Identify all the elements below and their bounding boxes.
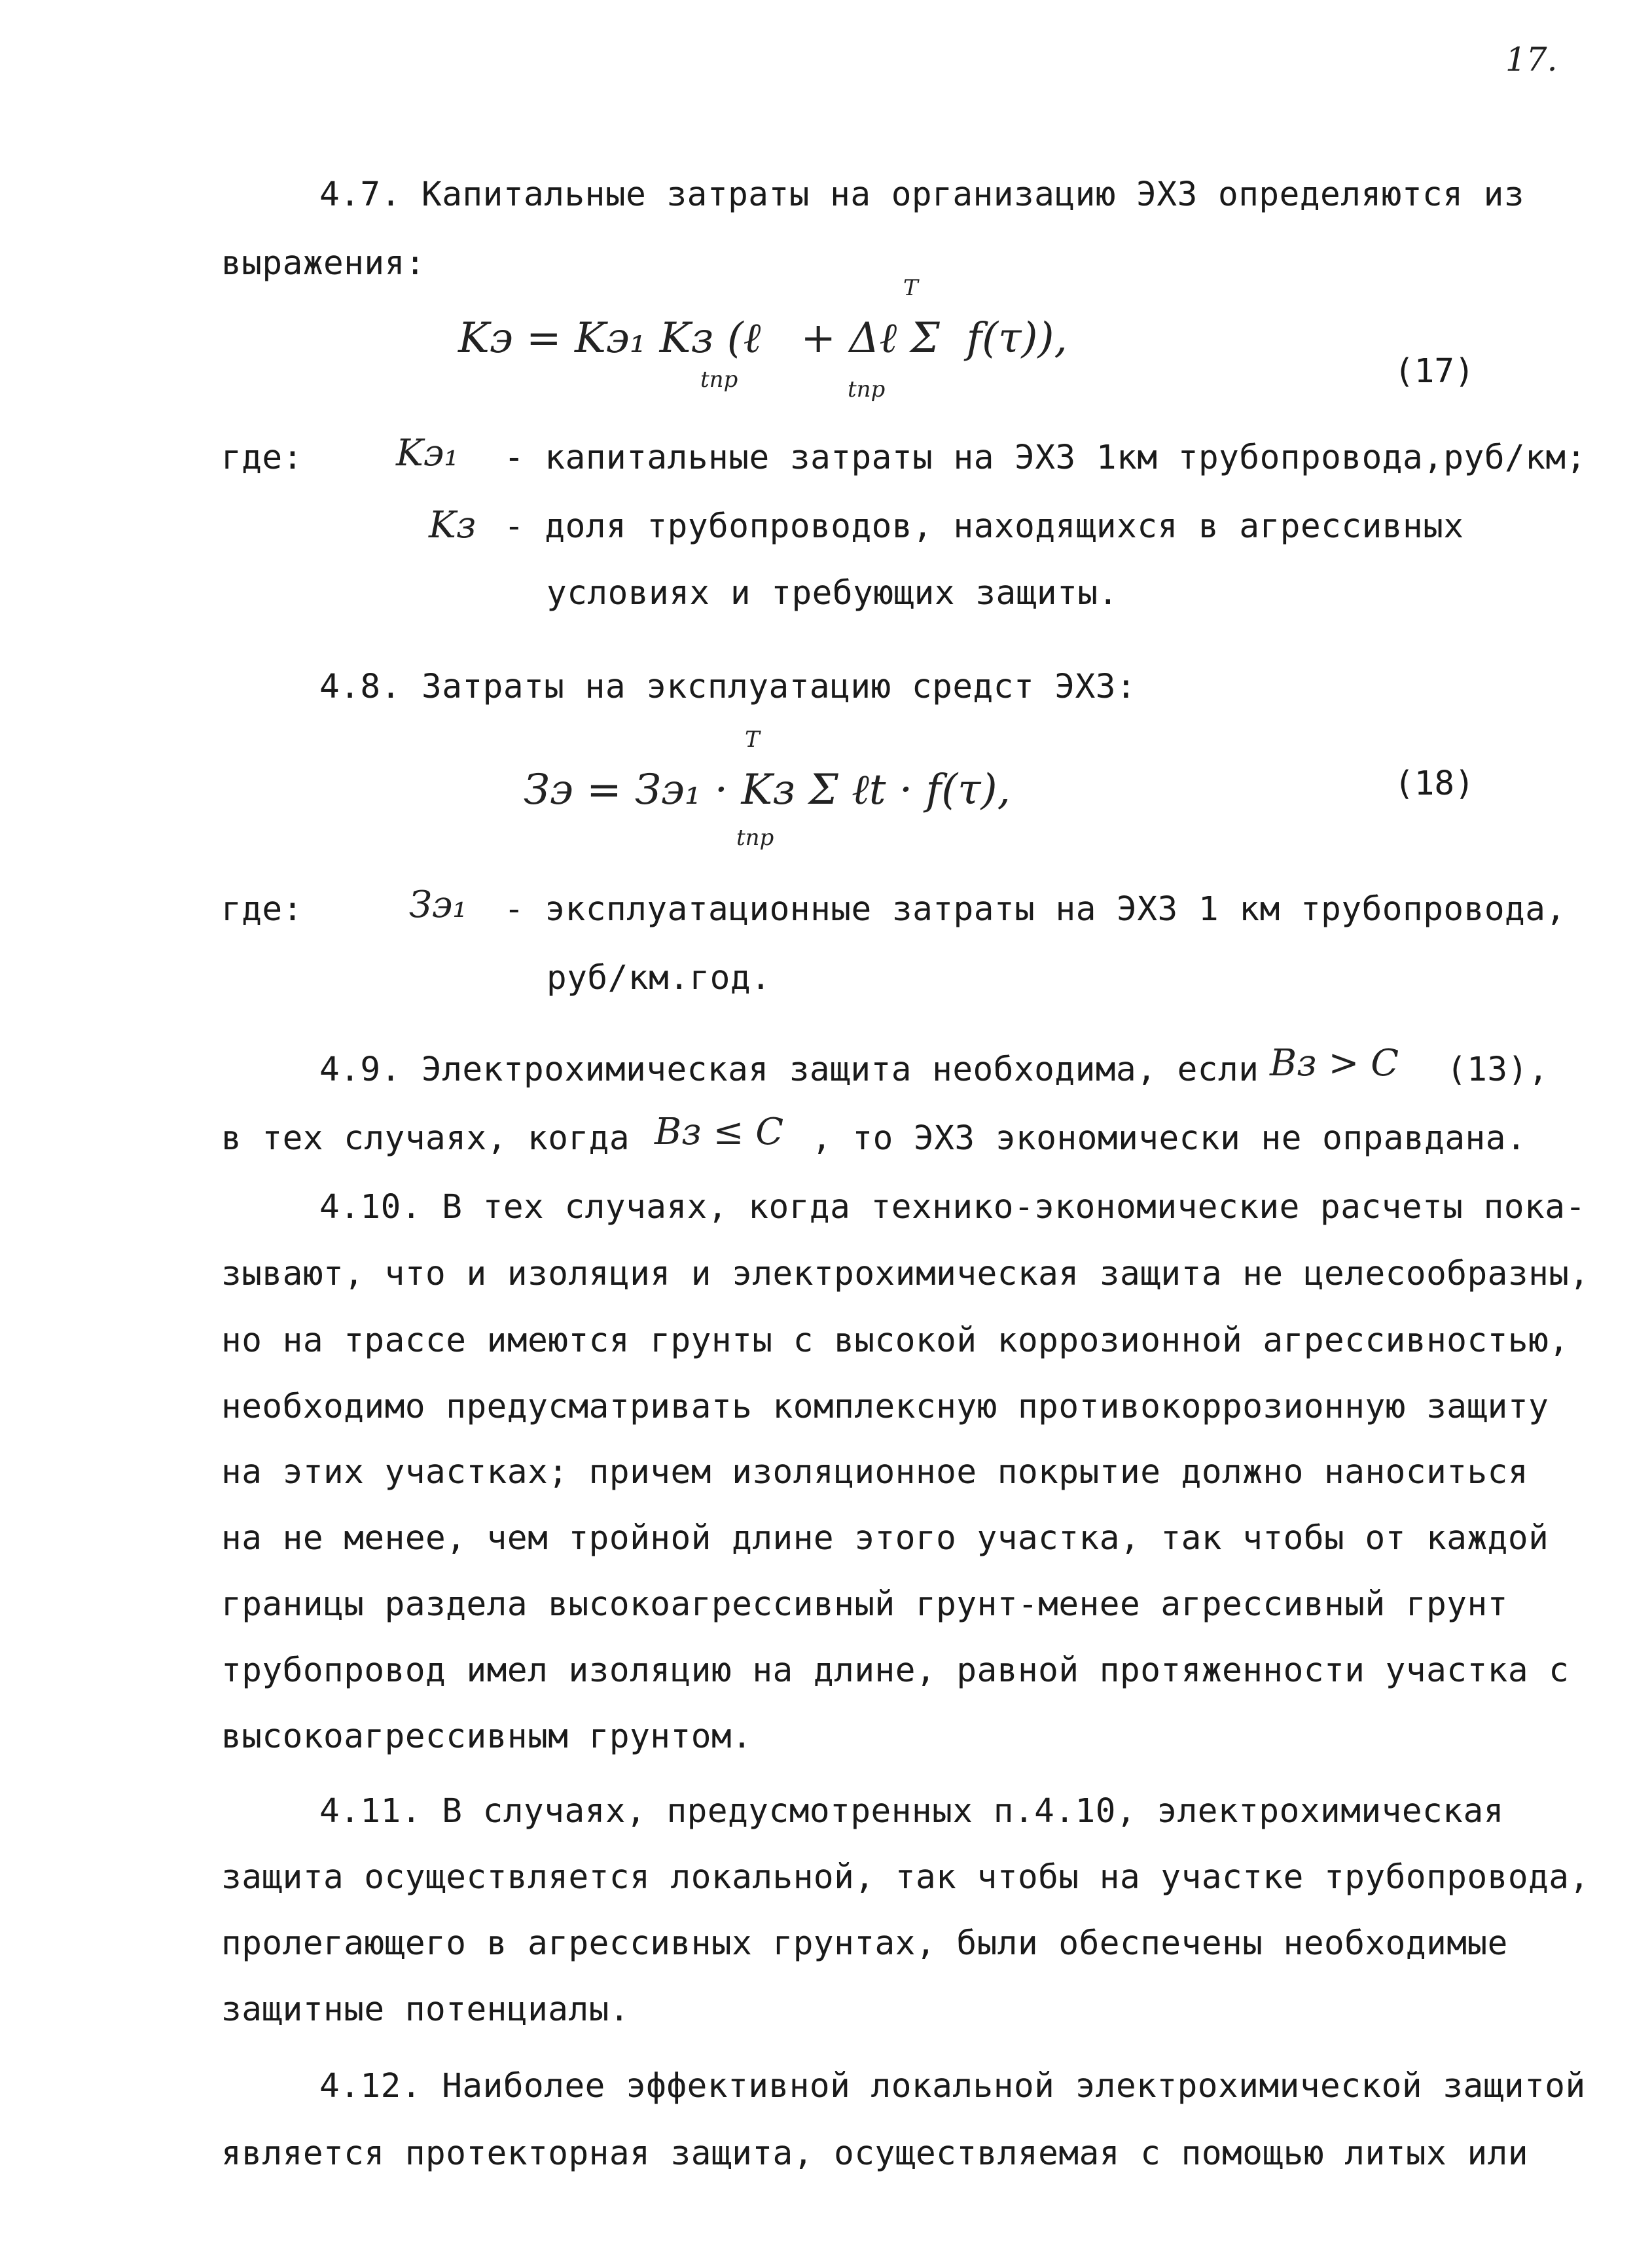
formula-17-sum-upper: T [903, 275, 918, 301]
paragraph-4-10-line-8: трубопровод имел изоляцию на длине, равной протяженности участка с [221, 1651, 1570, 1690]
paragraph-4-10-line-4: необходимо предусматривать комплексную противокоррозионную защиту [221, 1388, 1549, 1426]
definition-kz-line-2: условиях и требующих защиты. [547, 574, 1119, 613]
paragraph-4-10-line-9: высокоагрессивным грунтом. [221, 1717, 753, 1756]
paragraph-4-7-line-1: 4.7. Капитальные затраты на организацию ЭХЗ определяются из [319, 175, 1525, 214]
formula-17: Kэ = Kэ₁ Kз (ℓ + Δℓ Σ f(τ)), [458, 314, 1068, 363]
formula-18: Зэ = Зэ₁ · Kз Σ ℓt · f(τ), [524, 766, 1011, 814]
paragraph-4-9-line-1b: (13), [1446, 1050, 1549, 1089]
where-label-2: где: [221, 890, 303, 929]
paragraph-4-10-line-1: 4.10. В тех случаях, когда технико-экономические расчеты пока- [319, 1188, 1586, 1227]
paragraph-4-9-line-1a: 4.9. Электрохимическая защита необходима, если [319, 1050, 1259, 1089]
paragraph-4-11-line-4: защитные потенциалы. [221, 1990, 630, 2029]
paragraph-4-10-line-3: но на трассе имеются грунты с высокой коррозионной агрессивностью, [221, 1321, 1570, 1360]
paragraph-4-12-line-2: является протекторная защита, осуществляемая с помощью литых или [221, 2134, 1529, 2173]
symbol-ze1: Зэ₁ [409, 884, 467, 926]
formula-17-sum-lower: tпр [848, 376, 886, 403]
paragraph-4-10-line-2: зывают, что и изоляция и электрохимическая защита не целесообразны, [221, 1255, 1590, 1293]
paragraph-4-11-line-2: защита осуществляется локальной, так чтобы на участке трубопровода, [221, 1858, 1590, 1897]
equation-number-18: (18) [1394, 764, 1475, 803]
definition-kz-line-1: - доля трубопроводов, находящихся в агрессивных [504, 507, 1464, 546]
formula-18-sum-lower: tпр [736, 825, 774, 851]
paragraph-4-9-line-2b: , то ЭХЗ экономически не оправдана. [812, 1119, 1527, 1158]
paragraph-4-10-line-7: границы раздела высокоагрессивный грунт-менее агрессивный грунт [221, 1585, 1508, 1624]
paragraph-4-12-line-1: 4.12. Наиболее эффективной локальной электрохимической защитой [319, 2067, 1586, 2106]
paragraph-4-10-line-6: на не менее, чем тройной длине этого участка, так чтобы от каждой [221, 1519, 1549, 1558]
symbol-kz: Kз [429, 504, 476, 547]
paragraph-4-11-line-1: 4.11. В случаях, предусмотренных п.4.10, электрохимическая [319, 1792, 1504, 1831]
paragraph-4-10-line-5: на этих участках; причем изоляционное покрытие должно наноситься [221, 1453, 1529, 1492]
condition-bz-le-c: Bз ≤ C [655, 1111, 784, 1153]
equation-number-17: (17) [1394, 352, 1475, 391]
where-label-1: где: [221, 439, 303, 477]
definition-ze1-line-2: руб/км.год. [547, 959, 772, 997]
condition-bz-greater-c: Bз > C [1270, 1042, 1399, 1085]
paragraph-4-9-line-2a: в тех случаях, когда [221, 1119, 630, 1158]
formula-18-sum-upper: T [745, 726, 760, 753]
definition-ke1: - капитальные затраты на ЭХЗ 1км трубопровода,руб/км; [504, 439, 1587, 477]
formula-17-subscript: tпр [700, 367, 738, 393]
paragraph-4-11-line-3: пролегающего в агрессивных грунтах, были обеспечены необходимые [221, 1924, 1508, 1963]
paragraph-4-7-line-2: выражения: [221, 244, 426, 283]
page-number: 17. [1505, 41, 1558, 79]
definition-ze1-line-1: - эксплуатационные затраты на ЭХЗ 1 км трубопровода, [504, 890, 1566, 929]
symbol-ke1: Kэ₁ [396, 432, 459, 475]
paragraph-4-8: 4.8. Затраты на эксплуатацию средст ЭХЗ: [319, 668, 1137, 706]
